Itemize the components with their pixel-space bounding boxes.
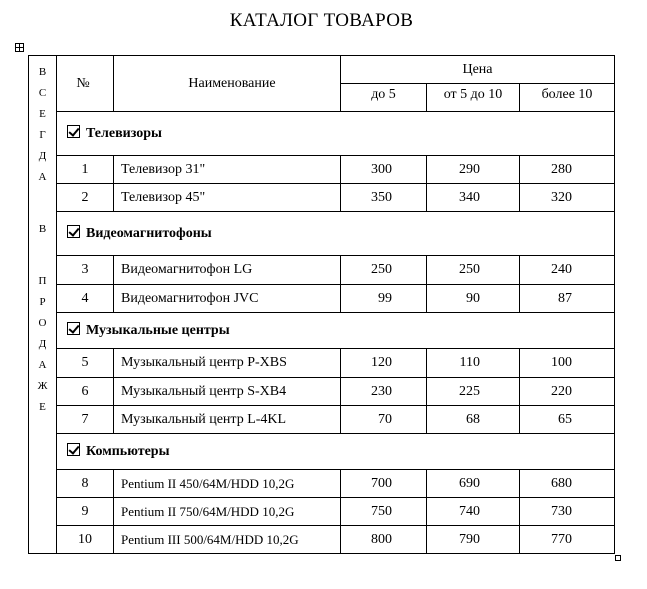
table-row: [29, 256, 615, 285]
category-name: Компьютеры: [86, 444, 170, 459]
side-letter: [29, 240, 56, 271]
row-name: Телевизор 45": [114, 184, 341, 212]
checkbox-icon: [67, 322, 80, 335]
row-price-3: 280: [520, 156, 615, 184]
category-name: Видеомагнитофоны: [86, 226, 212, 241]
table-row: [29, 526, 615, 554]
row-number: 2: [57, 184, 114, 212]
checkbox-icon: [67, 225, 80, 238]
row-name: Музыкальный центр L-4KL: [114, 406, 341, 434]
side-letter: Ж: [37, 380, 48, 392]
row-name: Pentium II 450/64M/HDD 10,2G: [114, 470, 341, 498]
document-title: КАТАЛОГ ТОВАРОВ: [229, 10, 414, 31]
row-price-1: 230: [341, 378, 427, 406]
side-letter: П: [38, 275, 47, 287]
category-cell: [57, 434, 615, 470]
side-letter: Е: [39, 401, 46, 413]
row-price-1: 120: [341, 349, 427, 378]
side-letter: О: [38, 317, 47, 329]
header-price-range-1: до 5: [341, 84, 427, 112]
row-price-1: 250: [341, 256, 427, 285]
table-row: [29, 156, 615, 184]
row-number: 7: [57, 406, 114, 434]
row-price-1: 99: [341, 285, 427, 313]
header-price: Цена: [341, 56, 615, 84]
category-row: [29, 313, 615, 349]
side-letter: Д: [38, 338, 47, 350]
header-number: №: [57, 56, 114, 112]
side-letter: Е: [39, 108, 46, 120]
category-row: [29, 112, 615, 156]
row-price-2: 110: [427, 349, 520, 378]
row-number: 3: [57, 256, 114, 285]
table-row: [29, 285, 615, 313]
category-row: [29, 434, 615, 470]
row-number: 6: [57, 378, 114, 406]
category-name: Музыкальные центры: [86, 323, 230, 338]
category-cell: [57, 112, 615, 156]
vertical-side-text: [29, 56, 57, 554]
side-letter: Г: [39, 129, 46, 141]
row-number: 1: [57, 156, 114, 184]
row-price-2: 90: [427, 285, 520, 313]
row-number: 9: [57, 498, 114, 526]
table-row: [29, 498, 615, 526]
row-price-1: 750: [341, 498, 427, 526]
row-price-2: 68: [427, 406, 520, 434]
row-name: Видеомагнитофон JVC: [114, 285, 341, 313]
side-letter: А: [38, 359, 47, 371]
row-price-1: 300: [341, 156, 427, 184]
checkbox-icon: [67, 125, 80, 138]
side-letter: А: [38, 171, 47, 183]
side-letter: [29, 188, 56, 219]
row-name: Видеомагнитофон LG: [114, 256, 341, 285]
row-number: 10: [57, 526, 114, 554]
row-price-1: 800: [341, 526, 427, 554]
row-price-1: 70: [341, 406, 427, 434]
row-price-2: 290: [427, 156, 520, 184]
row-price-2: 690: [427, 470, 520, 498]
row-price-3: 65: [520, 406, 615, 434]
row-number: 8: [57, 470, 114, 498]
row-price-3: 320: [520, 184, 615, 212]
table-row: [29, 470, 615, 498]
category-cell: [57, 313, 615, 349]
header-price-range-3: более 10: [520, 84, 615, 112]
row-price-2: 225: [427, 378, 520, 406]
row-name: Музыкальный центр P-XBS: [114, 349, 341, 378]
row-name: Музыкальный центр S-XB4: [114, 378, 341, 406]
category-name: Телевизоры: [86, 126, 162, 141]
table-row: [29, 349, 615, 378]
row-price-2: 340: [427, 184, 520, 212]
side-letter: В: [38, 66, 47, 78]
row-price-3: 100: [520, 349, 615, 378]
row-price-1: 350: [341, 184, 427, 212]
table-row: [29, 378, 615, 406]
side-letter: Р: [39, 296, 46, 308]
row-price-3: 220: [520, 378, 615, 406]
row-price-2: 740: [427, 498, 520, 526]
side-letter: С: [38, 87, 47, 99]
table-row: [29, 184, 615, 212]
checkbox-icon: [67, 443, 80, 456]
row-price-2: 790: [427, 526, 520, 554]
row-price-3: 87: [520, 285, 615, 313]
table-move-handle-icon[interactable]: [15, 43, 24, 52]
table-resize-handle-icon[interactable]: [615, 555, 621, 561]
row-price-1: 700: [341, 470, 427, 498]
row-price-3: 730: [520, 498, 615, 526]
header-name: Наименование: [114, 56, 341, 112]
side-letter: В: [38, 223, 47, 235]
row-name: Pentium II 750/64M/HDD 10,2G: [114, 498, 341, 526]
category-cell: [57, 212, 615, 256]
row-number: 4: [57, 285, 114, 313]
header-price-range-2: от 5 до 10: [427, 84, 520, 112]
category-row: [29, 212, 615, 256]
row-price-3: 770: [520, 526, 615, 554]
row-name: Pentium III 500/64M/HDD 10,2G: [114, 526, 341, 554]
row-price-2: 250: [427, 256, 520, 285]
row-name: Телевизор 31": [114, 156, 341, 184]
catalog-table: [28, 55, 615, 554]
row-number: 5: [57, 349, 114, 378]
side-letter: Д: [38, 150, 47, 162]
row-price-3: 240: [520, 256, 615, 285]
table-row: [29, 406, 615, 434]
row-price-3: 680: [520, 470, 615, 498]
